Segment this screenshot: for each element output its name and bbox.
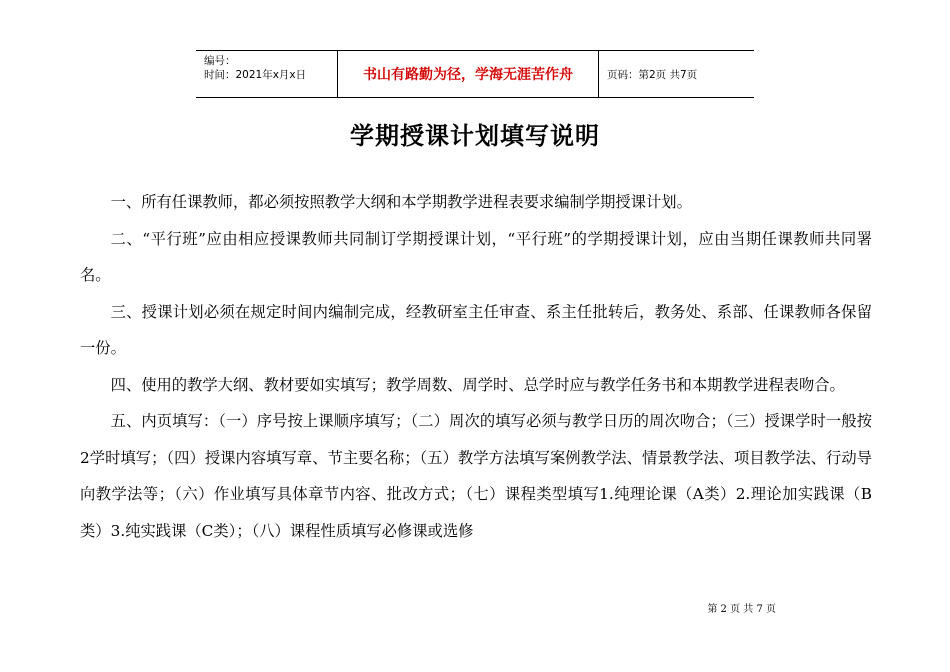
header-motto: 书山有路勤为径，学海无涯苦作舟 (338, 51, 599, 97)
paragraph-1: 一、所有任课教师，都必须按照教学大纲和本学期教学进程表要求编制学期授课计划。 (110, 193, 692, 211)
paragraph-2: 二、“平行班”应由相应授课教师共同制订学期授课计划，“平行班”的学期授课计划，应由当期任课教师共同署名。 (80, 229, 872, 284)
header-meta-cell (196, 51, 338, 97)
document-body (80, 184, 872, 549)
header-page-info: 页码：第2页 共7页 (607, 68, 698, 81)
code-label: 编号： (204, 55, 236, 67)
paragraph-3: 三、授课计划必须在规定时间内编制完成，经教研室主任审查、系主任批转后，教务处、系部、任课教师各保留一份。 (80, 302, 872, 357)
page-footer: 第 2 页 共 7 页 (707, 604, 776, 615)
document-header (196, 50, 754, 98)
time-label: 时间：2021年x月x日 (204, 69, 307, 81)
paragraph-5: 五、内页填写：（一）序号按上课顺序填写；（二）周次的填写必须与教学日历的周次吻合；（三）授课学时一般按2学时填写；（四）授课内容填写章、节主要名称；（五）教学方法填写案例教学法、情景教学法、项目教学法、行动导向教学法等；（六）作业填写具体章节内容、批改方式；（七）课程类型填写1.纯理论课（A类）2.理论加实践课（B类）3.纯实践课（C类）；（八）课程性质填写必修课或选修 (80, 412, 872, 540)
document-title: 学期授课计划填写说明 (350, 121, 600, 150)
paragraph-4: 四、使用的教学大纲、教材要如实填写；教学周数、周学时、总学时应与教学任务书和本期教学进程表吻合。 (110, 375, 845, 394)
